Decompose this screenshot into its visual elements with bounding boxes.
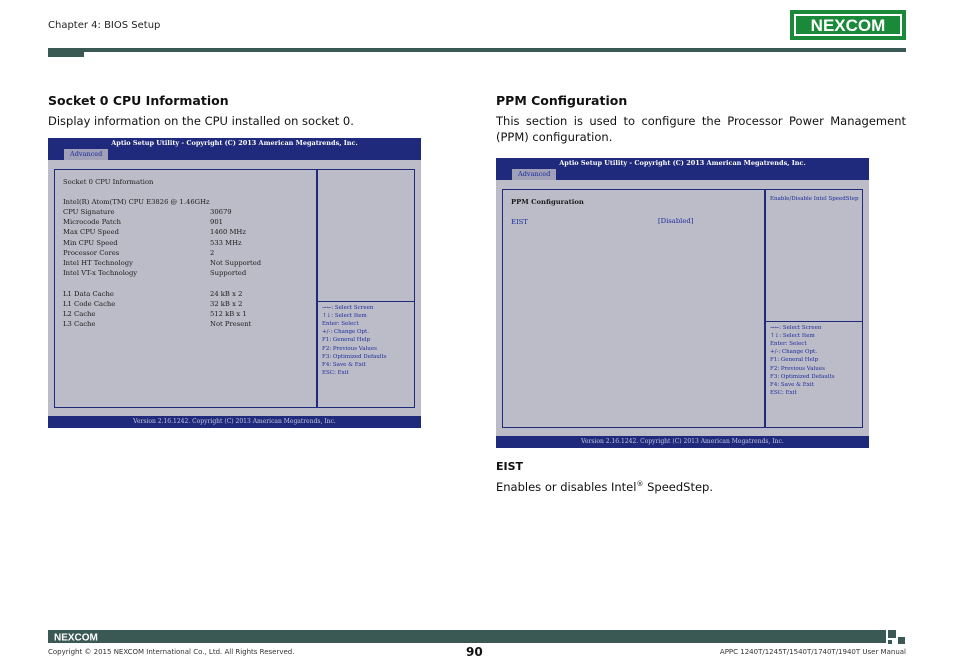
cpu-name: Intel(R) Atom(TM) CPU E3826 @ 1.46GHz (63, 198, 210, 206)
help-line: F3: Optimized Defaults (322, 353, 387, 360)
cpu-info-label: Max CPU Speed (63, 228, 119, 237)
cpu-info-label: Intel VT-x Technology (63, 269, 138, 278)
chapter-label: Chapter 4: BIOS Setup (48, 20, 161, 31)
bios-main-panel (502, 189, 765, 428)
cpu-info-value: 1460 MHz (210, 228, 246, 237)
cpu-info-label: Intel HT Technology (63, 259, 133, 267)
help-line: F4: Save & Exit (770, 381, 814, 388)
eist-option-label[interactable]: EIST (511, 218, 528, 226)
help-line: ESC: Exit (770, 389, 797, 396)
help-line: +/-: Change Opt. (322, 329, 370, 336)
corner-squares-icon (888, 630, 906, 644)
help-line: F2: Previous Values (322, 345, 377, 352)
bios-body (48, 160, 421, 416)
help-line: F3: Optimized Defaults (770, 373, 835, 380)
tab-advanced[interactable]: Advanced (64, 149, 108, 160)
help-line: Enter: Select (770, 341, 807, 348)
cpu-info-value: Supported (210, 269, 247, 278)
help-line: F4: Save & Exit (322, 361, 366, 368)
bios-footer: Version 2.16.1242. Copyright (C) 2013 American Megatrends, Inc. (496, 436, 869, 448)
bios-main-panel (54, 169, 317, 408)
help-line: F2: Previous Values (770, 365, 825, 372)
cpu-info-value: Not Supported (210, 259, 262, 267)
bios-heading: Socket 0 CPU Information (63, 178, 154, 186)
help-line: F1: General Help (770, 357, 819, 364)
help-divider (318, 301, 414, 302)
section-title-socket: Socket 0 CPU Information (48, 93, 229, 108)
bios-screen-ppm (496, 158, 869, 448)
svg-text:NEXCOM: NEXCOM (810, 16, 886, 35)
cpu-info-value: 30679 (210, 208, 232, 216)
bios-screen-cpu (48, 138, 421, 428)
cpu-info-label: CPU Signature (63, 208, 115, 216)
header-tab (48, 48, 84, 57)
header-rule (48, 48, 906, 52)
bios-tabbar (496, 169, 869, 180)
tab-advanced[interactable]: Advanced (512, 169, 556, 180)
eist-desc-pre: Enables or disables Intel (496, 479, 637, 494)
help-divider (766, 321, 862, 322)
cpu-info-label: L2 Cache (63, 310, 96, 318)
cpu-info-label: L1 Code Cache (63, 299, 116, 308)
cpu-info-value: 2 (210, 248, 215, 257)
cpu-info-value: Not Present (210, 320, 252, 329)
section-desc-ppm: This section is used to configure the Processor Power Management (PPM) configuration. (496, 114, 906, 144)
help-line: →←: Select Screen (770, 325, 822, 331)
registered-mark: ® (636, 480, 644, 488)
bios-footer: Version 2.16.1242. Copyright (C) 2013 American Megatrends, Inc. (48, 416, 421, 428)
eist-title: EIST (496, 460, 524, 473)
cpu-info-label: Microcode Patch (63, 218, 121, 227)
eist-desc-post: SpeedStep. (643, 479, 713, 494)
cpu-info-value: 24 kB x 2 (210, 289, 243, 298)
cpu-info-value: 512 kB x 1 (210, 310, 247, 318)
bios-body (496, 180, 869, 436)
copyright: Copyright © 2015 NEXCOM International Co., Ltd. All Rights Reserved. (48, 648, 295, 656)
help-line: F1: General Help (322, 337, 371, 344)
bios-title: Aptio Setup Utility - Copyright (C) 2013 American Megatrends, Inc. (496, 158, 869, 169)
eist-description (496, 476, 713, 495)
bios-help-panel (317, 169, 415, 408)
help-line: +/-: Change Opt. (770, 349, 818, 356)
cpu-info-value: 901 (210, 218, 223, 227)
cpu-info-label: L1 Data Cache (63, 289, 114, 298)
section-desc-socket: Display information on the CPU installed on socket 0. (48, 114, 354, 128)
nexcom-logo (790, 10, 906, 40)
bios-title: Aptio Setup Utility - Copyright (C) 2013 American Megatrends, Inc. (48, 138, 421, 149)
section-title-ppm: PPM Configuration (496, 93, 628, 108)
manual-title: APPC 1240T/1245T/1540T/1740T/1940T User Manual (719, 648, 906, 656)
side-help-text: Enable/Disable Intel SpeedStep (770, 196, 859, 202)
footer-rule (48, 630, 886, 643)
cpu-info-label: Processor Cores (63, 248, 120, 257)
help-line: ESC: Exit (322, 369, 349, 376)
bios-heading: PPM Configuration (511, 198, 584, 206)
page-number: 90 (466, 645, 483, 659)
cpu-info-value: 32 kB x 2 (210, 299, 243, 308)
help-line: ↑↓: Select Item (770, 333, 815, 340)
help-line: →←: Select Screen (322, 305, 374, 311)
svg-text:NEXCOM: NEXCOM (54, 632, 98, 642)
cpu-info-label: Min CPU Speed (63, 238, 118, 247)
cpu-info-label: L3 Cache (63, 320, 96, 329)
help-line: Enter: Select (322, 321, 359, 328)
eist-option-value[interactable]: [Disabled] (658, 217, 694, 225)
nexcom-footer-logo (52, 631, 108, 642)
bios-tabbar (48, 149, 421, 160)
cpu-info-value: 533 MHz (210, 238, 242, 247)
help-line: ↑↓: Select Item (322, 313, 367, 320)
bios-help-panel (765, 189, 863, 428)
